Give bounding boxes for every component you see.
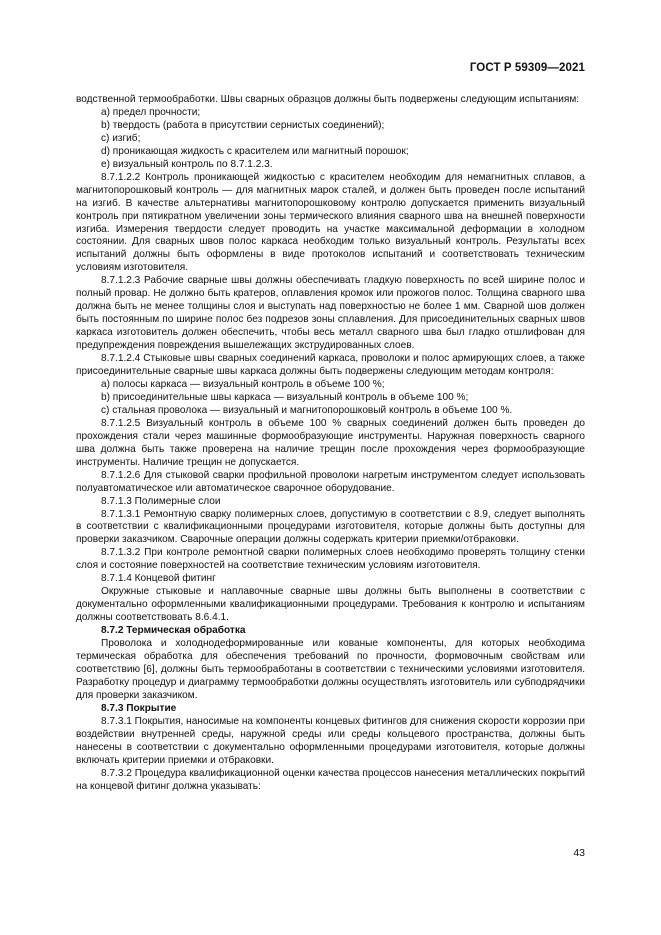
list-item: a) предел прочности; [101, 106, 201, 118]
page-body [76, 94, 585, 793]
paragraph-8-7-3-1: 8.7.3.1 Покрытия, наносимые на компоненты концевых фитингов для снижения скорости коррозии при воздействии внутренней среды, наружной среды или среды кольцевого пространства, должны быть нанесены в соответствии с документально оформленными процедурами изготовителя, которые должны включать критерии приемки и отбраковки. [76, 715, 585, 766]
list-item: a) полосы каркаса — визуальный контроль в объеме 100 %; [101, 378, 385, 390]
list-item: b) твердость (работа в присутствии сернистых соединений); [101, 119, 385, 131]
list-item: e) визуальный контроль по 8.7.1.2.3. [101, 158, 273, 170]
document-code: ГОСТ Р 59309—2021 [469, 62, 585, 74]
paragraph-8-7-1-2-3: 8.7.1.2.3 Рабочие сварные швы должны обеспечивать гладкую поверхность по всей ширине полос и полный провар. Не должно быть кратеров, оплавления кромок или прожогов полос. Толщина сварного шва должна быть не менее толщины слоя и выступать над поверхностью не более 1 мм. Сварной шов должен быть постоянным по ширине полос без подрезов зоны сплавления. Для присоединительных сварных швов каркаса изготовитель должен обеспечить, чтобы весь металл сварного шва был гладко отшлифован для предупреждения повреждения вышележащих экструдированных слоев. [76, 275, 585, 352]
list-item: d) проникающая жидкость с красителем или магнитный порошок; [101, 145, 409, 157]
paragraph-continuation: водственной термообработки. Швы сварных образцов должны быть подвержены следующим испытаниям: [76, 94, 580, 105]
paragraph-8-7-1-2-2: 8.7.1.2.2 Контроль проникающей жидкостью с красителем необходим для немагнитных сплавов, а магнитопорошковый контроль — для магнитных марок сталей, и должен быть проведен после испытаний на изгиб. В качестве альтернативы магнитопорошковому контролю допускается применить визуальный контроль при пятикратном увеличении зоны термического влияния сварного шва на внешней поверхности изгиба. Измерения твердости следует проводить на участке максимальной деформации в холодном состоянии. Для сварных швов полос каркаса необходим только визуальный контроль. Результаты всех испытаний должны быть оформлены в виде протоколов испытаний и соответствовать техническим условиям изготовителя. [76, 171, 585, 274]
heading-8-7-1-4: 8.7.1.4 Концевой фитинг [101, 573, 216, 585]
paragraph-8-7-1-2-4: 8.7.1.2.4 Стыковые швы сварных соединений каркаса, проволоки и полос армирующих слоев, а также присоединительные сварные швы каркаса должны быть подвержены следующим методам контроля: [76, 353, 585, 378]
list-item: c) изгиб; [101, 132, 141, 144]
paragraph-8-7-2: Проволока и холоднодеформированные или кованые компоненты, для которых необходима термическая обработка для обеспечения требований по прочности, формовочным свойствам или соответствию [6], должны быть термообработаны в соответствии с техническими условиями изготовителя. Разработку процедур и диаграмму термообработки должны осуществлять изготовитель или субподрядчики для проверки заказчиком. [76, 638, 585, 701]
page-number: 43 [573, 847, 585, 859]
list-item: c) стальная проволока — визуальный и магнитопорошковый контроль в объеме 100 %. [101, 404, 513, 416]
paragraph-8-7-3-2: 8.7.3.2 Процедура квалификационной оценки качества процессов нанесения металлических покрытий на концевой фитинг должна указывать: [76, 767, 585, 792]
paragraph-8-7-1-3-1: 8.7.1.3.1 Ремонтную сварку полимерных слоев, допустимую в соответствии с 8.9, следует выполнять в соответствии с квалификационными процедурами изготовителя, которые должны быть доступны для проверки заказчиком. Сварочные операции должны содержать критерии приемки/отбраковки. [76, 508, 585, 546]
heading-8-7-2: 8.7.2 Термическая обработка [101, 625, 246, 637]
paragraph-8-7-1-4: Окружные стыковые и наплавочные сварные швы должны быть выполнены в соответствии с документально оформленными квалификационными процедурами. Требования к контролю и испытаниям должны соответствовать 8.6.4.1. [76, 586, 585, 624]
paragraph-8-7-1-2-6: 8.7.1.2.6 Для стыковой сварки профильной проволоки нагретым инструментом следует использовать полуавтоматическое или автоматическое сварочное оборудование. [76, 469, 585, 494]
list-item: b) присоединительные швы каркаса — визуальный контроль в объеме 100 %; [101, 391, 469, 403]
paragraph-8-7-1-2-5: 8.7.1.2.5 Визуальный контроль в объеме 100 % сварных соединений должен быть проведен до прохождения стали через машинные формообразующие инструменты. Наружная поверхность сварного шва должна быть также проверена на наличие трещин после прохождения через формообразующие инструменты. Наличие трещин не допускается. [76, 417, 585, 468]
heading-8-7-1-3: 8.7.1.3 Полимерные слои [101, 495, 221, 507]
heading-8-7-3: 8.7.3 Покрытие [101, 702, 177, 714]
paragraph-8-7-1-3-2: 8.7.1.3.2 При контроле ремонтной сварки полимерных слоев необходимо проверять толщину стенки слоя и состояние поверхностей на соответствие техническим условиям изготовителя. [76, 547, 585, 572]
